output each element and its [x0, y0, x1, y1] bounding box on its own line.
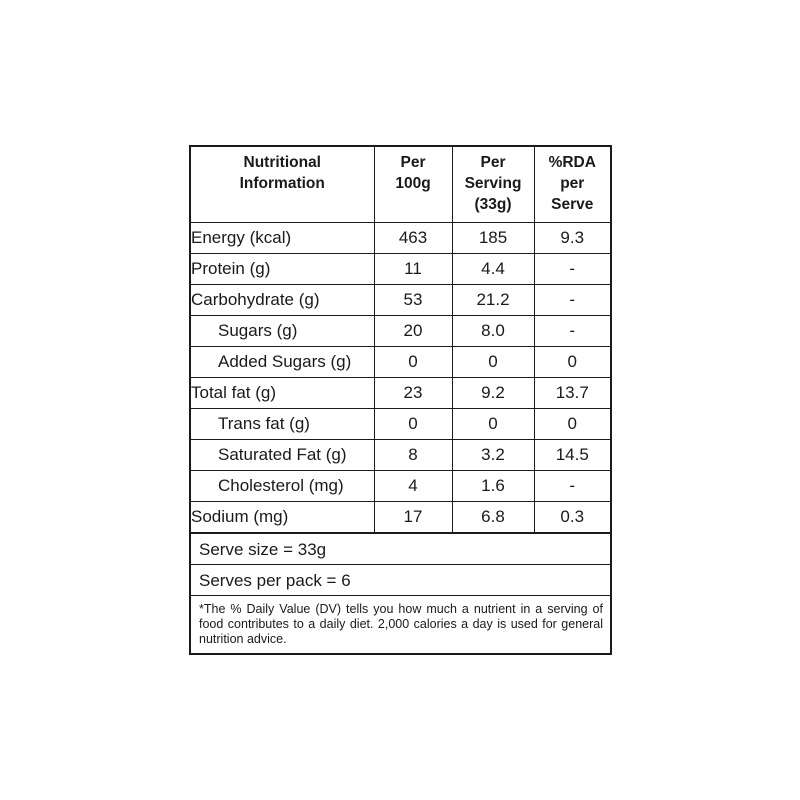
table-row	[191, 501, 610, 532]
rda-value: 0	[534, 346, 610, 377]
nutrition-table	[191, 147, 610, 533]
table-row	[191, 284, 610, 315]
header-per-serving	[452, 147, 534, 222]
per-serving-value: 185	[452, 222, 534, 253]
header-per-100g	[374, 147, 452, 222]
table-row	[191, 222, 610, 253]
per-serving-value: 1.6	[452, 470, 534, 501]
per-serving-value: 21.2	[452, 284, 534, 315]
rda-value: -	[534, 253, 610, 284]
rda-value: 14.5	[534, 439, 610, 470]
per-100g-value: 0	[374, 346, 452, 377]
header-nutritional-information	[191, 147, 374, 222]
per-100g-value: 8	[374, 439, 452, 470]
nutrition-facts-panel	[189, 145, 612, 655]
header-text: %RDA	[548, 154, 596, 171]
nutrient-name: Carbohydrate (g)	[191, 284, 374, 315]
serve-size: Serve size = 33g	[191, 533, 610, 564]
header-text: (33g)	[474, 196, 512, 213]
table-row	[191, 408, 610, 439]
per-100g-value: 17	[374, 501, 452, 532]
nutrient-name: Protein (g)	[191, 253, 374, 284]
nutrient-name: Energy (kcal)	[191, 222, 374, 253]
nutrient-name: Total fat (g)	[191, 377, 374, 408]
per-serving-value: 9.2	[452, 377, 534, 408]
table-row	[191, 439, 610, 470]
rda-value: 13.7	[534, 377, 610, 408]
nutrient-name: Added Sugars (g)	[191, 346, 374, 377]
table-row	[191, 346, 610, 377]
table-row	[191, 253, 610, 284]
header-rda-per-serve	[534, 147, 610, 222]
per-serving-value: 0	[452, 408, 534, 439]
header-text: Per	[480, 154, 506, 171]
nutrient-name: Saturated Fat (g)	[191, 439, 374, 470]
table-row	[191, 315, 610, 346]
header-text: 100g	[395, 175, 431, 192]
per-serving-value: 3.2	[452, 439, 534, 470]
header-text: per	[560, 175, 585, 192]
per-100g-value: 23	[374, 377, 452, 408]
header-text: Serve	[551, 196, 594, 213]
per-100g-value: 20	[374, 315, 452, 346]
rda-value: -	[534, 315, 610, 346]
header-text: Per	[400, 154, 426, 171]
per-100g-value: 463	[374, 222, 452, 253]
table-row	[191, 470, 610, 501]
daily-value-footnote: *The % Daily Value (DV) tells you how much a nutrient in a serving of food contributes to a daily diet. 2,000 calories a day is used for general nutrition advice.	[191, 595, 610, 653]
per-serving-value: 0	[452, 346, 534, 377]
table-row	[191, 377, 610, 408]
header-row	[191, 147, 610, 222]
header-text: Information	[239, 175, 325, 192]
header-text: Nutritional	[243, 154, 321, 171]
nutrient-name: Sugars (g)	[191, 315, 374, 346]
per-100g-value: 0	[374, 408, 452, 439]
header-text: Serving	[464, 175, 522, 192]
serves-per-pack: Serves per pack = 6	[191, 564, 610, 595]
rda-value: 0	[534, 408, 610, 439]
per-100g-value: 53	[374, 284, 452, 315]
per-serving-value: 8.0	[452, 315, 534, 346]
rda-value: 0.3	[534, 501, 610, 532]
rda-value: -	[534, 284, 610, 315]
nutrient-name: Sodium (mg)	[191, 501, 374, 532]
per-serving-value: 4.4	[452, 253, 534, 284]
nutrient-name: Trans fat (g)	[191, 408, 374, 439]
rda-value: 9.3	[534, 222, 610, 253]
per-100g-value: 11	[374, 253, 452, 284]
rda-value: -	[534, 470, 610, 501]
per-serving-value: 6.8	[452, 501, 534, 532]
nutrient-name: Cholesterol (mg)	[191, 470, 374, 501]
per-100g-value: 4	[374, 470, 452, 501]
